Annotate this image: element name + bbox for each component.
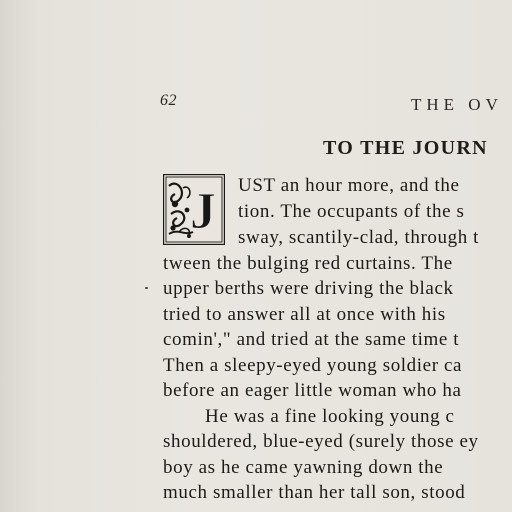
ornamental-letter-j-icon: [163, 174, 225, 245]
text-line: tween the bulging red curtains. The: [163, 253, 453, 274]
drop-cap-letter: J: [190, 183, 216, 240]
chapter-title: TO THE JOURN: [323, 137, 488, 159]
running-head: THE OV: [411, 95, 503, 114]
paper-speck: [145, 287, 148, 289]
text-line: UST an hour more, and the: [238, 175, 460, 196]
text-line: shouldered, blue-eyed (surely those ey: [163, 431, 479, 452]
text-line: He was a fine looking young c: [205, 406, 455, 427]
page-number: 62: [160, 92, 177, 109]
text-line: much smaller than her tall son, stood: [163, 482, 466, 503]
text-line: upper berths were driving the black: [163, 278, 454, 299]
text-line: Then a sleepy-eyed young soldier ca: [163, 355, 463, 376]
text-line: comin'," and tried at the same time t: [163, 329, 460, 350]
text-line: sway, scantily-clad, through t: [238, 227, 480, 248]
text-line: before an eager little woman who ha: [163, 380, 462, 401]
text-line: tried to answer all at once with his: [163, 304, 446, 325]
text-line: tion. The occupants of the s: [238, 201, 465, 222]
drop-cap-initial: [163, 174, 225, 245]
text-line: boy as he came yawning down the: [163, 457, 444, 478]
